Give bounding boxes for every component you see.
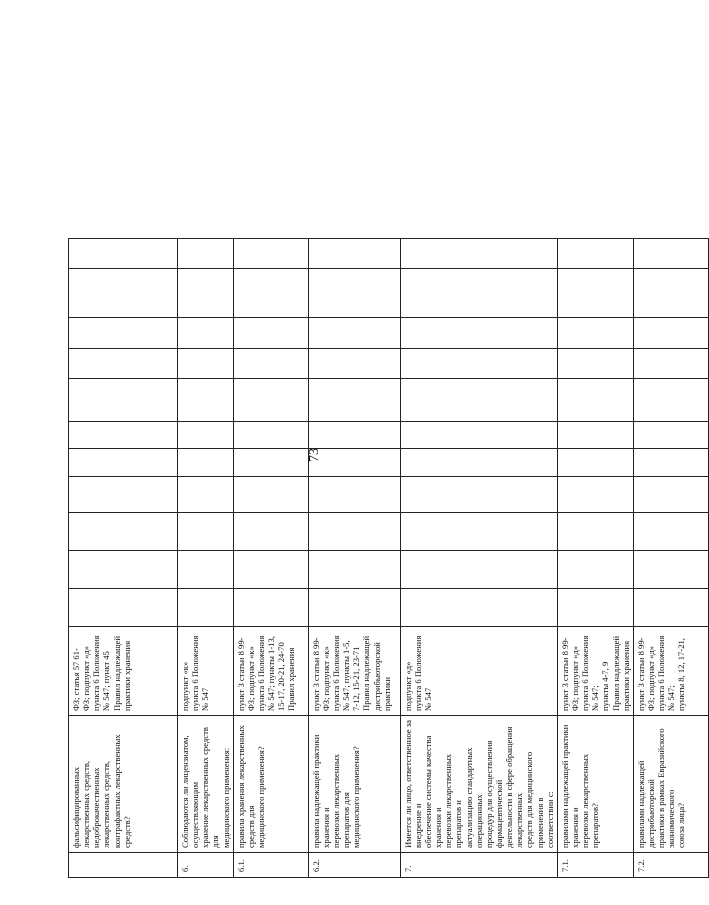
table-row [178,239,234,878]
empty-answer-cell [557,551,633,589]
empty-answer-cell [233,449,308,477]
empty-answer-cell [400,589,557,627]
empty-answer-cell [557,589,633,627]
item-number: 6.2. [308,852,400,877]
legal-reference-text: ФЗ; статья 57 61- ФЗ; подпункт «д» пункта 6 Положения № 547; пункт 45 Правил надлежащей практики хранения [71,635,132,711]
item-number: 7.1. [557,852,633,877]
empty-answer-cell [69,269,178,318]
empty-answer-cell [178,513,234,551]
empty-answer-cell [233,269,308,318]
empty-answer-cell [233,239,308,269]
empty-answer-cell [308,551,400,589]
empty-answer-cell [308,589,400,627]
legal-reference-cell [400,627,557,716]
table-row [400,239,557,878]
empty-answer-cell [308,477,400,513]
question-cell [69,715,178,852]
empty-answer-cell [178,239,234,269]
rotated-form-table [68,238,709,878]
question-cell [178,715,234,852]
empty-answer-cell [400,477,557,513]
empty-answer-cell [178,551,234,589]
legal-reference-text: подпункт «д» пункта 6 Положения № 547 [402,635,433,711]
question-cell [633,715,708,852]
question-cell [308,715,400,852]
empty-answer-cell [400,269,557,318]
empty-answer-cell [400,348,557,379]
table-row [557,239,633,878]
empty-answer-cell [233,348,308,379]
empty-answer-cell [233,317,308,348]
empty-answer-cell [308,269,400,318]
legal-reference-text: пункт 3 статьи 8 99- ФЗ; подпункт «к» пункта 6 Положения № 547; пункты 1-5, 7-12, 15-21, 23-71 Правил надлежащей дистрибьюторской практики [310,635,392,711]
empty-answer-cell [69,317,178,348]
legal-reference-text: подпункт «к» пункта 6 Положения № 547 [180,635,211,711]
empty-answer-cell [400,421,557,449]
empty-answer-cell [557,317,633,348]
empty-answer-cell [178,348,234,379]
question-text: правилами надлежащей практики хранения и перевозки лекарственных препаратов? [559,724,601,848]
empty-answer-cell [400,239,557,269]
empty-answer-cell [633,551,708,589]
empty-answer-cell [308,513,400,551]
table-row [69,239,178,878]
empty-answer-cell [557,477,633,513]
empty-answer-cell [69,449,178,477]
empty-answer-cell [400,513,557,551]
empty-answer-cell [178,449,234,477]
question-text: правила надлежащей практики хранения и перевозки лекарственных препаратов для медицинского применения? [310,734,362,848]
empty-answer-cell [178,477,234,513]
item-number [69,852,178,877]
question-cell [233,715,308,852]
question-text: Соблюдаются ли лицензиатом, осуществляющим хранение лекарственных средств для медицинского применения: [180,727,231,848]
empty-answer-cell [178,317,234,348]
empty-answer-cell [178,269,234,318]
empty-answer-cell [633,449,708,477]
item-number: 7.2. [633,852,708,877]
empty-answer-cell [308,239,400,269]
table-row [233,239,308,878]
empty-answer-cell [69,513,178,551]
empty-answer-cell [69,379,178,421]
legal-reference-cell [633,627,708,716]
question-text: правилами надлежащей дистрибьюторской практики в рамках Евразийского экономического союза лица? [635,728,687,848]
empty-answer-cell [178,379,234,421]
item-number: 7. [400,852,557,877]
empty-answer-cell [233,477,308,513]
empty-answer-cell [633,379,708,421]
page-number: 73 [307,448,322,462]
empty-answer-cell [178,421,234,449]
empty-answer-cell [233,589,308,627]
empty-answer-cell [557,421,633,449]
empty-answer-cell [69,348,178,379]
empty-answer-cell [633,513,708,551]
empty-answer-cell [557,348,633,379]
empty-answer-cell [633,421,708,449]
empty-answer-cell [400,317,557,348]
table-row [633,239,708,878]
empty-answer-cell [69,477,178,513]
question-text: фальсифицированных лекарственных средств, недоброкачественных лекарственных средств, контрафактных лекарственных средств? [71,734,132,848]
empty-answer-cell [308,449,400,477]
empty-answer-cell [633,348,708,379]
empty-answer-cell [557,513,633,551]
empty-answer-cell [633,317,708,348]
empty-answer-cell [400,379,557,421]
empty-answer-cell [557,379,633,421]
table-row [308,239,400,878]
empty-answer-cell [178,589,234,627]
empty-answer-cell [233,513,308,551]
empty-answer-cell [69,239,178,269]
empty-answer-cell [557,239,633,269]
empty-answer-cell [557,449,633,477]
empty-answer-cell [233,379,308,421]
empty-answer-cell [633,269,708,318]
question-text: Имеется ли лицо, ответственное за внедрение и обеспечение системы качества хранения и перевозки лекарственных препаратов и актуализацию стандартных операционных процедур для осуществления фармацевтической деятельности в сфере обращения лекарственных средств для медицинского применения в соответствии с: [402,720,555,848]
legal-reference-text: пункт 3 статьи 8 99- ФЗ; подпункт «д» пункта 6 Положения № 547; пункты 4-7, 9 Правил надлежащей практики хранения [559,635,631,711]
item-number: 6.1. [233,852,308,877]
checklist-table [68,238,709,878]
empty-answer-cell [308,348,400,379]
legal-reference-cell [557,627,633,716]
empty-answer-cell [633,477,708,513]
empty-answer-cell [400,551,557,589]
empty-answer-cell [233,551,308,589]
question-cell [557,715,633,852]
legal-reference-cell [233,627,308,716]
legal-reference-cell [178,627,234,716]
legal-reference-cell [69,627,178,716]
empty-answer-cell [308,421,400,449]
empty-answer-cell [633,239,708,269]
empty-answer-cell [69,551,178,589]
question-cell [400,715,557,852]
legal-reference-text: пункт 3 статьи 8 99- ФЗ; подпункт «д» пункта 6 Положения № 547; пункты 8, 12, 17-21, [635,635,687,711]
empty-answer-cell [308,379,400,421]
legal-reference-text: пункт 3 статьи 8 99- ФЗ; подпункт «к» пункта 6 Положения № 547; пункты 1-13, 15-17, 20-21, 24-70 Правил хранения [235,635,297,711]
empty-answer-cell [400,449,557,477]
empty-answer-cell [308,317,400,348]
empty-answer-cell [233,421,308,449]
legal-reference-cell [308,627,400,716]
item-number: 6. [178,852,234,877]
empty-answer-cell [69,421,178,449]
question-text: правила хранения лекарственных средств для медицинского применения? [235,725,266,848]
empty-answer-cell [69,589,178,627]
empty-answer-cell [557,269,633,318]
empty-answer-cell [633,589,708,627]
